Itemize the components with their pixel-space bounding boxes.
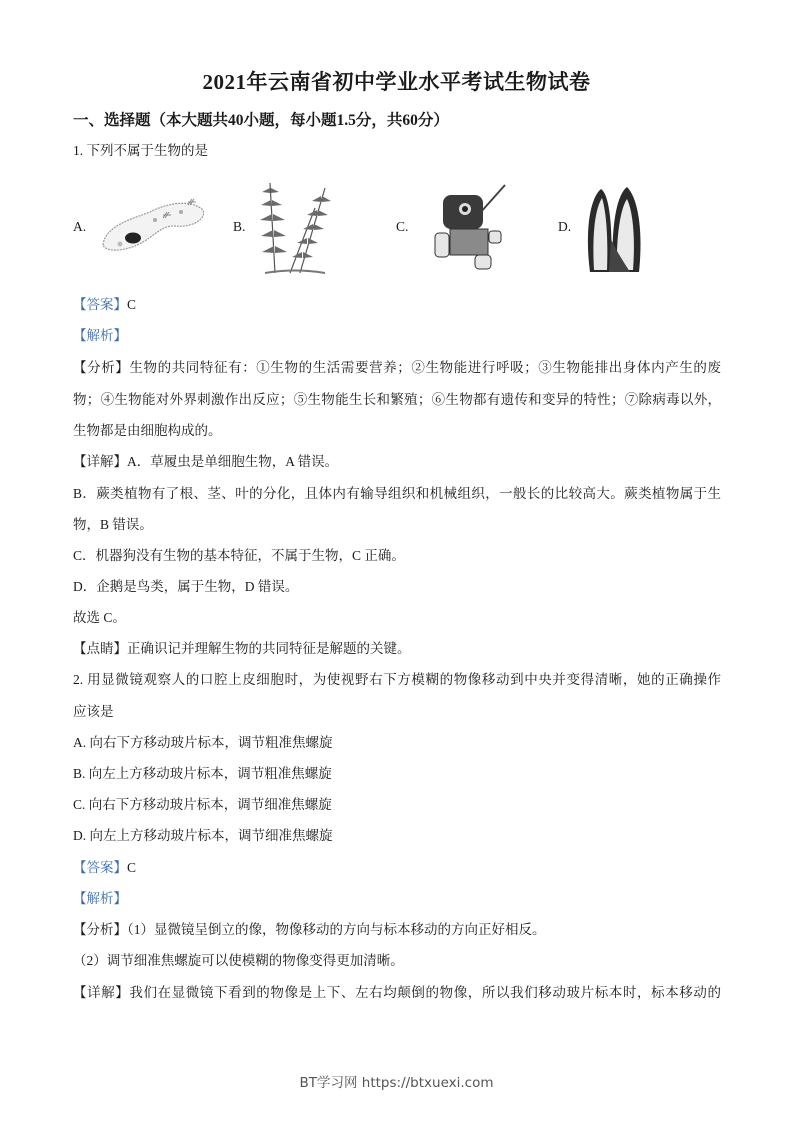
fenxi-tag: 【分析】 [73,360,130,375]
xiangjie-text: A．草履虫是单细胞生物，A 错误。 [127,454,339,469]
robot-dog-image [425,183,515,273]
xiangjie-text: 我们在显微镜下看到的物像是上下、左右均颠倒的物像，所以我们移动玻片标本时，标本移动的 [129,985,722,1000]
section-heading: 一、选择题（本大题共40小题，每小题1.5分，共60分） [73,112,449,129]
q1-fenxi-line-3: 生物都是由细胞构成的。 [73,423,222,438]
fern-plant-image [255,178,335,278]
q1-xiangjie-line-2: B．蕨类植物有了根、茎、叶的分化，且体内有输导组织和机械组织，一般长的比较高大。蕨类植物属于生 [73,486,721,501]
dianjing-tag: 【点睛】 [73,641,127,656]
q1-fenxi-line-2: 物；④生物能对外界刺激作出反应；⑤生物能生长和繁殖；⑥生物都有遗传和变异的特性；⑦除病毒以外， [73,392,721,407]
q2-analysis-tag: 【解析】 [73,891,127,906]
q2-option-c: C. 向右下方移动玻片标本，调节细准焦螺旋 [73,797,332,812]
dianjing-text: 正确识记并理解生物的共同特征是解题的关键。 [127,641,411,656]
question-2-stem-line-1: 2. 用显微镜观察人的口腔上皮细胞时，为使视野右下方模糊的物像移动到中央并变得清晰，她的正确操作 [73,672,721,687]
watermark-footer: BT学习网 https://btxuexi.com [299,1075,494,1091]
q1-xiangjie-line-3: 物，B 错误。 [73,517,153,532]
q2-option-a: A. 向右下方移动玻片标本，调节粗准焦螺旋 [73,735,333,750]
paramecium-image [95,190,210,260]
fenxi-text: （1）显微镜呈倒立的像，物像移动的方向与标本移动的方向正好相反。 [127,922,546,937]
fenxi-tag: 【分析】 [73,922,127,937]
xiangjie-tag: 【详解】 [73,985,130,1000]
q1-answer [73,296,136,314]
answer-tag: 【答案】 [73,860,127,875]
q1-dianjing [73,640,411,658]
penguins-image [585,184,645,274]
q2-option-b: B. 向左上方移动玻片标本，调节粗准焦螺旋 [73,766,332,781]
q2-fenxi-line-1 [73,921,546,939]
q1-xiangjie-line-4: C．机器狗没有生物的基本特征，不属于生物，C 正确。 [73,548,405,563]
q2-answer [73,859,136,877]
page-title: 2021年云南省初中学业水平考试生物试卷 [202,70,591,94]
q1-xiangjie-line-6: 故选 C。 [73,610,126,625]
q1-option-a-label: A. [73,219,87,234]
q2-fenxi-line-2: （2）调节细准焦螺旋可以使模糊的物像变得更加清晰。 [73,953,404,968]
q1-fenxi-line-1 [73,359,721,377]
q1-option-d-label: D. [558,219,572,234]
q1-xiangjie-line-5: D．企鹅是鸟类，属于生物，D 错误。 [73,579,299,594]
answer-value: C [127,860,137,875]
q2-option-d: D. 向左上方移动玻片标本，调节细准焦螺旋 [73,828,333,843]
xiangjie-tag: 【详解】 [73,454,127,469]
answer-value: C [127,297,137,312]
q1-xiangjie-line-1 [73,453,338,471]
fenxi-text: 生物的共同特征有：①生物的生活需要营养；②生物能进行呼吸；③生物能排出身体内产生的废 [129,360,722,375]
question-1-stem: 1. 下列不属于生物的是 [73,143,208,158]
q2-xiangjie-line-1 [73,984,721,1002]
q1-analysis-tag: 【解析】 [73,328,127,343]
q1-option-c-label: C. [396,219,409,234]
question-2-stem-line-2: 应该是 [73,704,114,719]
q1-option-b-label: B. [233,219,246,234]
answer-tag: 【答案】 [73,297,127,312]
